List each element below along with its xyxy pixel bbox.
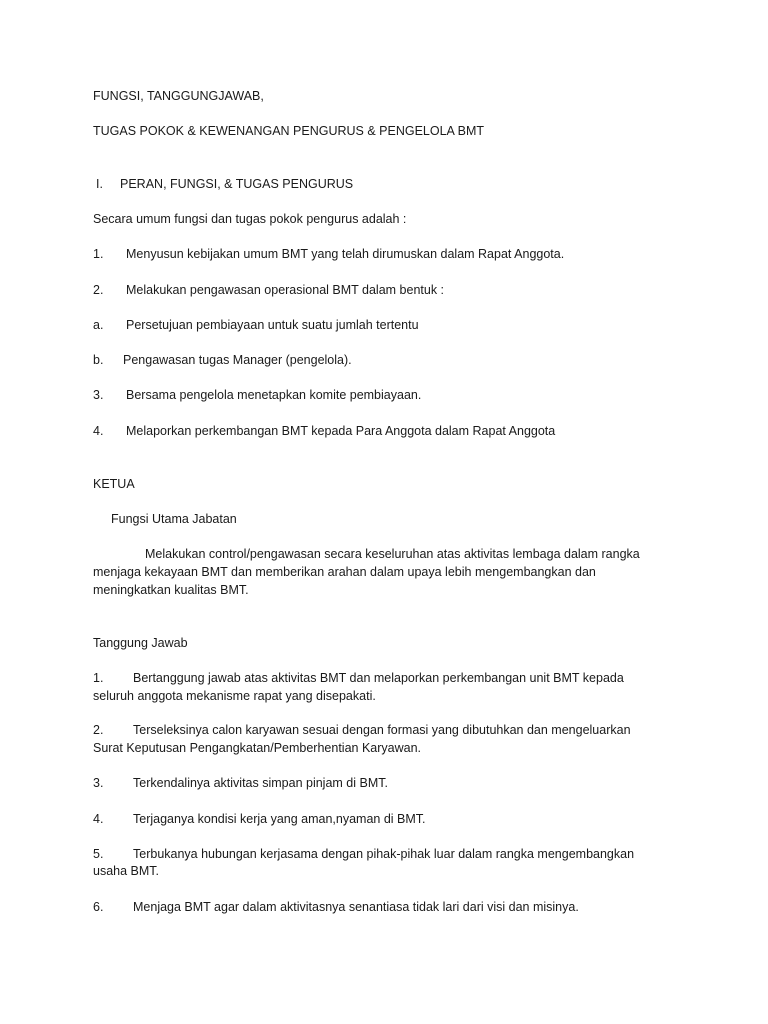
- document-title-line-1: FUNGSI, TANGGUNGJAWAB,: [93, 89, 264, 103]
- list-item-text: Pengawasan tugas Manager (pengelola).: [123, 353, 352, 367]
- list-item-text-continued: seluruh anggota mekanisme rapat yang disepakati.: [93, 689, 376, 703]
- list-item-number: 1.: [93, 247, 104, 261]
- list-item-number: 2.: [93, 723, 104, 737]
- list-item-text-continued: Surat Keputusan Pengangkatan/Pemberhentian Karyawan.: [93, 741, 422, 755]
- list-item-letter: a.: [93, 318, 104, 332]
- list-item-letter: b.: [93, 353, 104, 367]
- tanggung-jawab-heading: Tanggung Jawab: [93, 636, 188, 650]
- fungsi-paragraph-line: meningkatkan kualitas BMT.: [93, 583, 249, 597]
- ketua-heading: KETUA: [93, 477, 135, 491]
- list-item-text: Terkendalinya aktivitas simpan pinjam di BMT.: [133, 776, 388, 790]
- list-item-text-continued: usaha BMT.: [93, 864, 160, 878]
- intro-text: Secara umum fungsi dan tugas pokok pengurus adalah :: [93, 212, 407, 226]
- list-item-number: 1.: [93, 671, 104, 685]
- list-item-text: Terbukanya hubungan kerjasama dengan pihak-pihak luar dalam rangka mengembangkan: [133, 847, 635, 861]
- list-item-text: Menyusun kebijakan umum BMT yang telah dirumuskan dalam Rapat Anggota.: [126, 247, 565, 261]
- list-item-text: Menjaga BMT agar dalam aktivitasnya senantiasa tidak lari dari visi dan misinya.: [133, 900, 579, 914]
- list-item-number: 4.: [93, 424, 104, 438]
- list-item-text: Melaporkan perkembangan BMT kepada Para Anggota dalam Rapat Anggota: [126, 424, 556, 438]
- list-item-text: Melakukan pengawasan operasional BMT dalam bentuk :: [126, 283, 445, 297]
- list-item-text: Terjaganya kondisi kerja yang aman,nyaman di BMT.: [133, 812, 426, 826]
- fungsi-paragraph-line: Melakukan control/pengawasan secara keseluruhan atas aktivitas lembaga dalam rangka: [145, 547, 640, 561]
- list-item-text: Persetujuan pembiayaan untuk suatu jumlah tertentu: [126, 318, 419, 332]
- document-title-line-2: TUGAS POKOK & KEWENANGAN PENGURUS & PENGELOLA BMT: [93, 124, 485, 138]
- list-item-number: 6.: [93, 900, 104, 914]
- fungsi-paragraph-line: menjaga kekayaan BMT dan memberikan arahan dalam upaya lebih mengembangkan dan: [93, 565, 596, 579]
- list-item-number: 4.: [93, 812, 104, 826]
- list-item-number: 3.: [93, 388, 104, 402]
- list-item-text: Bersama pengelola menetapkan komite pembiayaan.: [126, 388, 422, 402]
- section-heading: PERAN, FUNGSI, & TUGAS PENGURUS: [120, 177, 354, 191]
- list-item-number: 5.: [93, 847, 104, 861]
- section-number: I.: [96, 177, 103, 191]
- list-item-number: 3.: [93, 776, 104, 790]
- list-item-text: Terseleksinya calon karyawan sesuai dengan formasi yang dibutuhkan dan mengeluarkan: [133, 723, 631, 737]
- fungsi-heading: Fungsi Utama Jabatan: [111, 512, 237, 526]
- list-item-number: 2.: [93, 283, 104, 297]
- list-item-text: Bertanggung jawab atas aktivitas BMT dan melaporkan perkembangan unit BMT kepada: [133, 671, 624, 685]
